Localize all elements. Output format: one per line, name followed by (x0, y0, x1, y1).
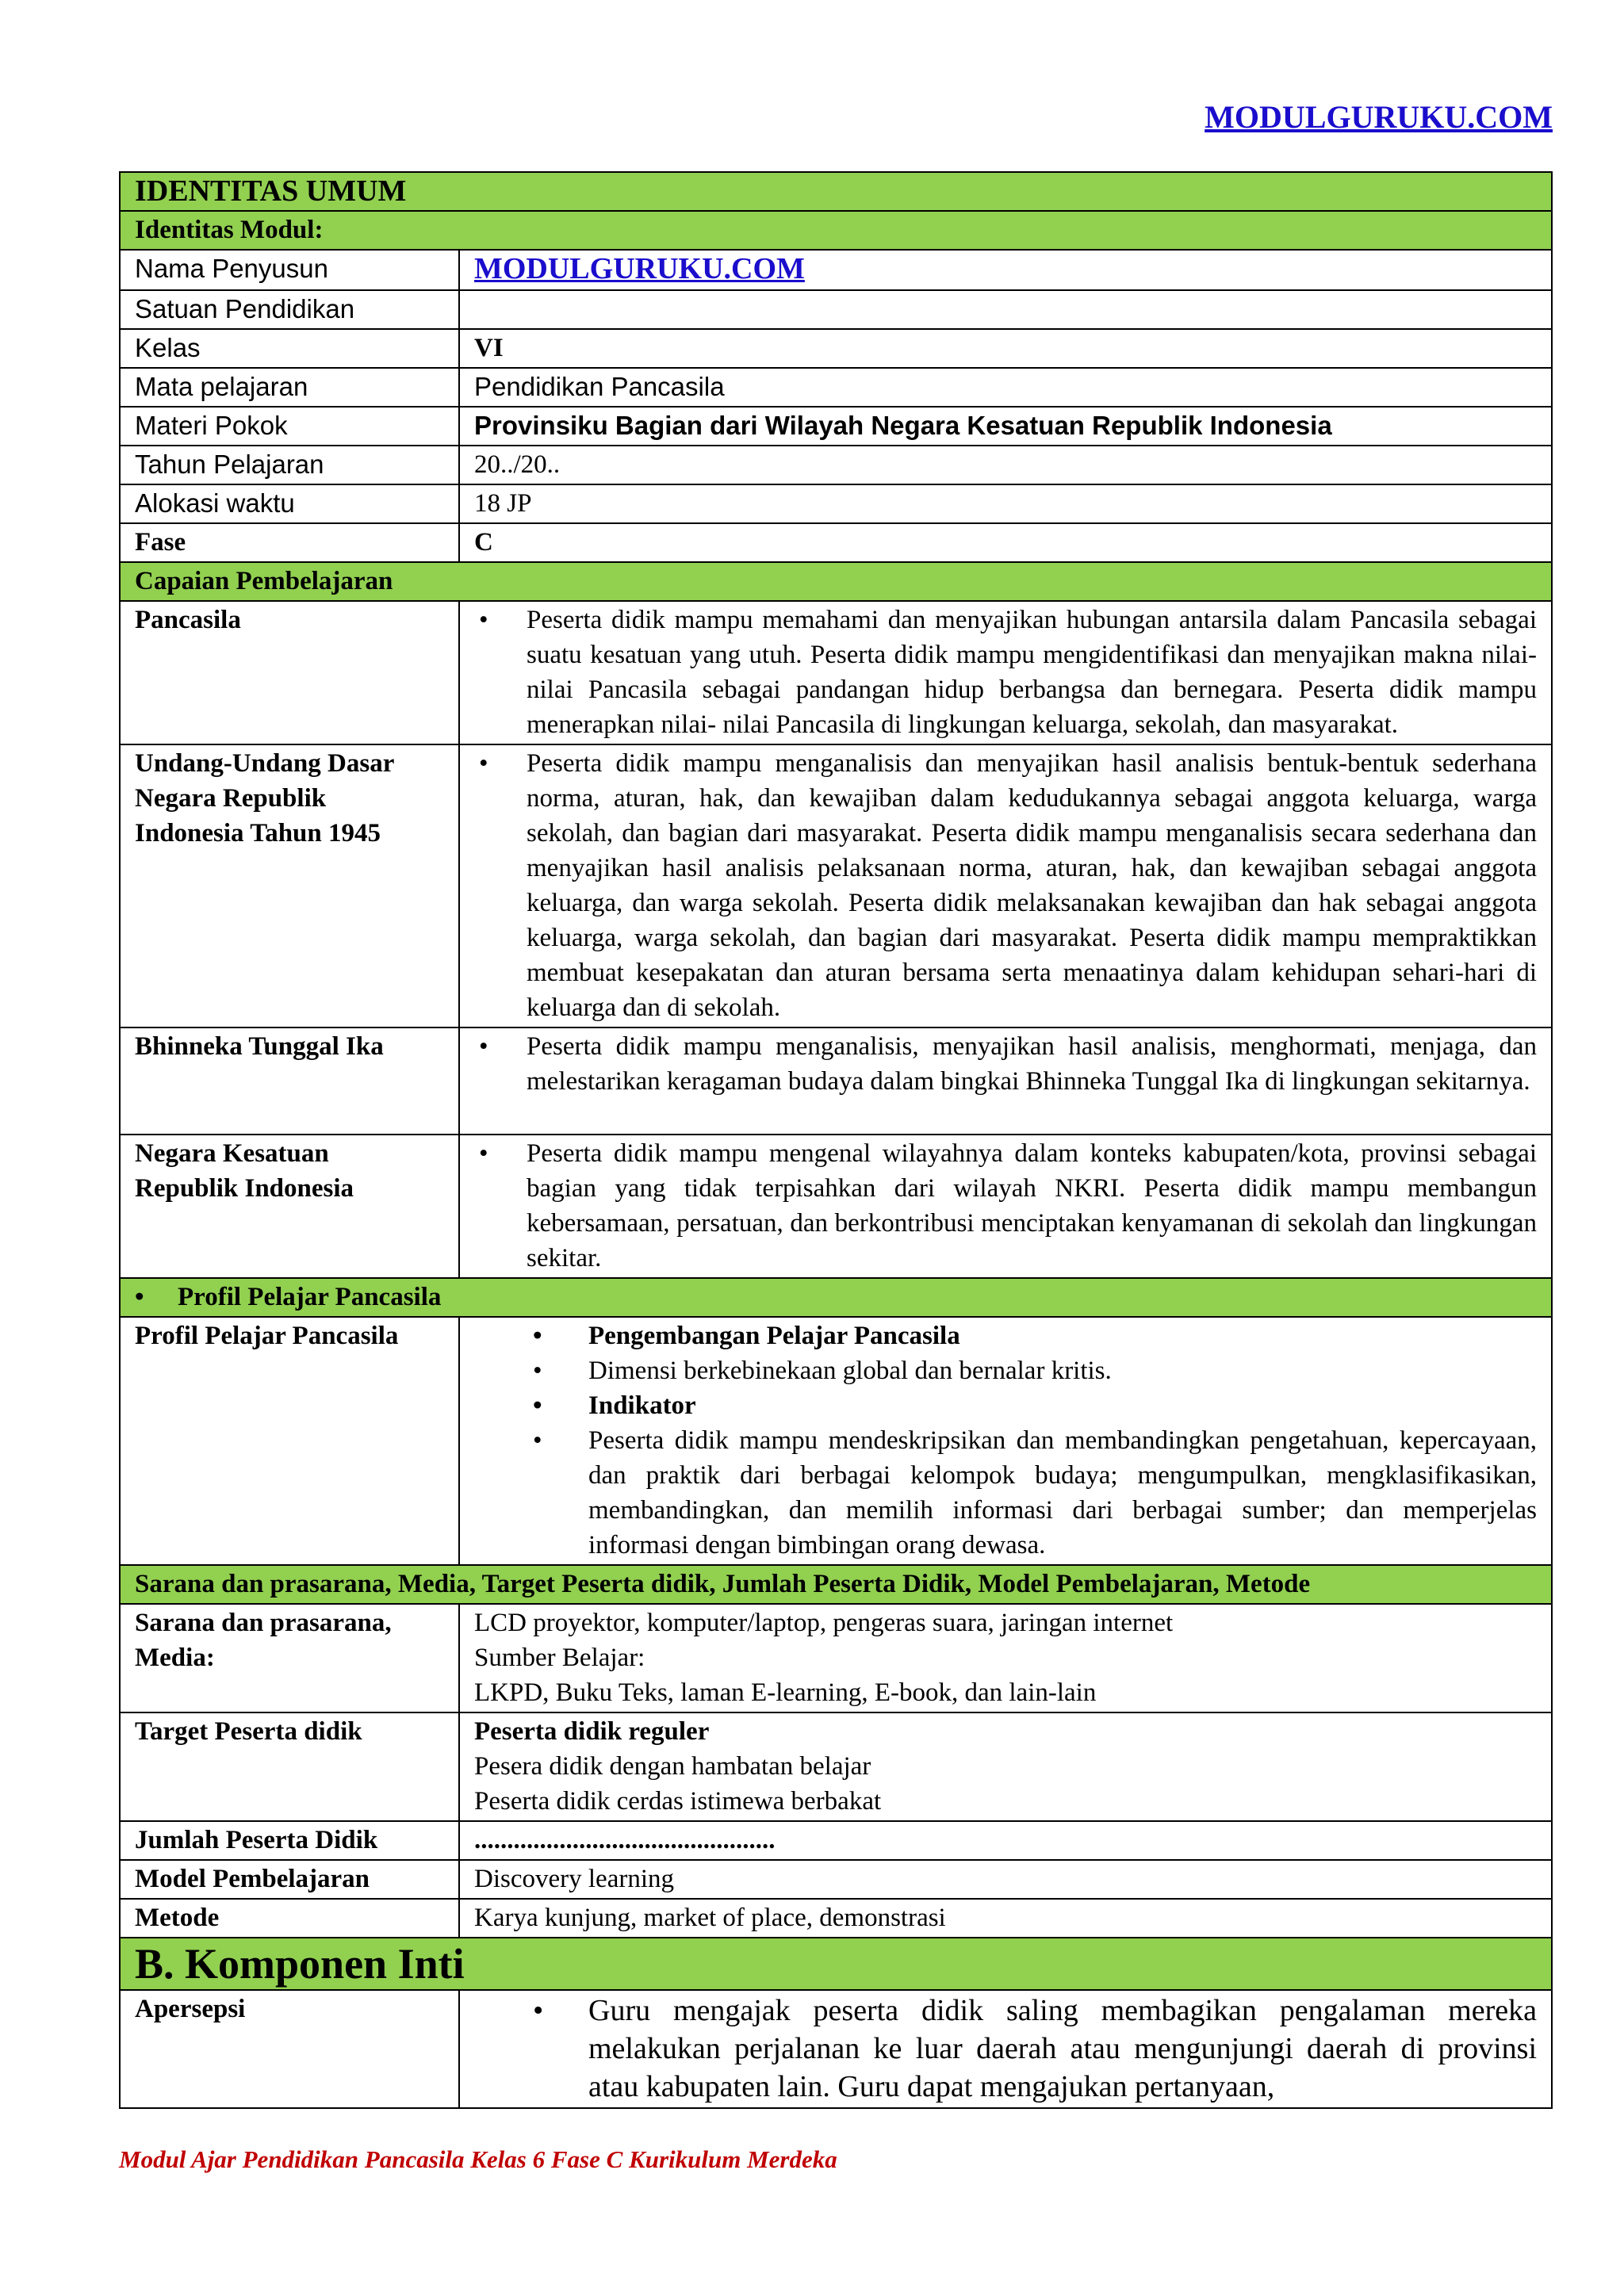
target-line-1: Peserta didik reguler (474, 1717, 710, 1746)
text-capaian-uud: • Peserta didik mampu menganalisis dan menyajikan hasil analisis bentuk-bentuk sederhana norma, aturan, hak, dan kewajiban dalam kedudukannya sebagai anggota keluarga, warga sekolah, dan bagian dari masyarakat. Peserta didik mampu menganalisis secara sederhana dan menyajikan hasil analisis pelaksanaan norma, aturan, hak, dan kewajiban sebagai anggota keluarga, dan warga sekolah. Peserta didik melaksanakan kewajiban dan hak sebagai anggota keluarga, warga sekolah, dan bagian dari masyarakat. Peserta didik mampu mempraktikkan membuat kesepakatan dan aturan bersama serta menaatinya dalam kehidupan sehari-hari di keluarga dan di sekolah. (474, 746, 1537, 1025)
value-model: Discovery learning (459, 1860, 1552, 1899)
row-fase (120, 523, 1552, 562)
row-capaian-bhinneka (120, 1027, 1552, 1135)
bullet-icon: • (135, 1283, 144, 1311)
row-materi-pokok (120, 407, 1552, 446)
module-table (119, 171, 1553, 2109)
profil-item-indikator: • Indikator (525, 1388, 1537, 1423)
media-line-1: LCD proyektor, komputer/laptop, pengeras suara, jaringan internet (474, 1609, 1174, 1637)
text-apersepsi: • Guru mengajak peserta didik saling membagikan pengalaman mereka melakukan perjalanan ke luar daerah atau mengunjungi daerah di provinsi atau kabupaten lain. Guru dapat mengajukan pertanyaan, (525, 1992, 1537, 2106)
profil-item-deskripsi: • Peserta didik mampu mendeskripsikan dan membandingkan pengetahuan, kepercayaan, dan praktik dari berbagai kelompok budaya; mengumpulkan, mengklasifikasikan, membandingkan, dan memilih informasi dari berbagai sumber; dan memperjelas informasi dengan bimbingan orang dewasa. (525, 1423, 1537, 1563)
row-profil (120, 1317, 1552, 1565)
row-capaian-nkri (120, 1135, 1552, 1278)
media-line-3: LKPD, Buku Teks, laman E-learning, E-book, dan lain-lain (474, 1678, 1097, 1707)
footer-text: Modul Ajar Pendidikan Pancasila Kelas 6 Fase C Kurikulum Merdeka (119, 2145, 837, 2173)
label-apersepsi: Apersepsi (120, 1990, 459, 2108)
label-sarana-media: Sarana dan prasarana, Media: (120, 1604, 459, 1712)
label-satuan-pendidikan: Satuan Pendidikan (120, 290, 459, 329)
label-target: Target Peserta didik (120, 1712, 459, 1821)
value-metode: Karya kunjung, market of place, demonstrasi (459, 1899, 1552, 1938)
row-alokasi-waktu (120, 484, 1552, 523)
text-capaian-pancasila: • Peserta didik mampu memahami dan menyajikan hubungan antarsila dalam Pancasila sebagai suatu kesatuan yang utuh. Peserta didik mampu mengidentifikasi dan menyajikan makna nilai-nilai Pancasila sebagai pandangan hidup berbangsa dan bernegara. Peserta didik mampu menerapkan nilai- nilai Pancasila di lingkungan keluarga, sekolah, dan masyarakat. (474, 603, 1537, 742)
row-metode (120, 1899, 1552, 1938)
value-jumlah: .............................................. (459, 1821, 1552, 1860)
media-line-2: Sumber Belajar: (474, 1644, 645, 1672)
value-alokasi-waktu: 18 JP (459, 484, 1552, 523)
label-metode: Metode (120, 1899, 459, 1938)
value-materi-pokok: Provinsiku Bagian dari Wilayah Negara Kesatuan Republik Indonesia (459, 407, 1552, 446)
label-materi-pokok: Materi Pokok (120, 407, 459, 446)
value-satuan-pendidikan (459, 290, 1552, 329)
section-identitas-header (120, 172, 1552, 211)
value-tahun-pelajaran: 20../20.. (459, 446, 1552, 484)
row-target (120, 1712, 1552, 1821)
identitas-subheader (120, 211, 1552, 250)
header-site-link[interactable]: MODULGURUKU.COM (1205, 99, 1553, 135)
komponen-title: B. Komponen Inti (120, 1938, 1552, 1990)
target-line-3: Peserta didik cerdas istimewa berbakat (474, 1787, 882, 1816)
profil-item-dimensi: • Dimensi berkebinekaan global dan bernalar kritis. (525, 1353, 1537, 1388)
label-nama-penyusun: Nama Penyusun (120, 250, 459, 290)
row-capaian-pancasila (120, 601, 1552, 744)
label-jumlah: Jumlah Peserta Didik (120, 1821, 459, 1860)
row-nama-penyusun (120, 250, 1552, 290)
label-mata-pelajaran: Mata pelajaran (120, 368, 459, 407)
row-sarana-media (120, 1604, 1552, 1712)
label-alokasi-waktu: Alokasi waktu (120, 484, 459, 523)
profil-title: Profil Pelajar Pancasila (178, 1283, 442, 1311)
row-tahun-pelajaran (120, 446, 1552, 484)
label-capaian-bhinneka: Bhinneka Tunggal Ika (120, 1027, 459, 1135)
row-kelas (120, 329, 1552, 368)
value-nama-penyusun[interactable]: MODULGURUKU.COM (474, 252, 805, 285)
label-fase: Fase (120, 523, 459, 562)
text-capaian-nkri: • Peserta didik mampu mengenal wilayahnya dalam konteks kabupaten/kota, provinsi sebagai bagian yang tidak terpisahkan dari wilayah NKRI. Peserta didik mampu membangun kebersamaan, persatuan, dan berkontribusi menciptakan kenyamanan di sekolah dan lingkungan sekitar. (474, 1136, 1537, 1276)
identitas-subtitle: Identitas Modul: (120, 211, 1552, 250)
sarana-title: Sarana dan prasarana, Media, Target Peserta didik, Jumlah Peserta Didik, Model Pembelajaran, Metode (120, 1565, 1552, 1604)
profil-item-pengembangan: • Pengembangan Pelajar Pancasila (525, 1318, 1537, 1353)
row-capaian-uud (120, 744, 1552, 1027)
value-fase: C (459, 523, 1552, 562)
target-line-2: Pesera didik dengan hambatan belajar (474, 1752, 871, 1781)
label-tahun-pelajaran: Tahun Pelajaran (120, 446, 459, 484)
label-profil: Profil Pelajar Pancasila (120, 1317, 459, 1565)
label-capaian-nkri: Negara Kesatuan Republik Indonesia (120, 1135, 459, 1278)
row-satuan-pendidikan (120, 290, 1552, 329)
capaian-title: Capaian Pembelajaran (120, 562, 1552, 601)
label-model: Model Pembelajaran (120, 1860, 459, 1899)
label-kelas: Kelas (120, 329, 459, 368)
label-capaian-pancasila: Pancasila (120, 601, 459, 744)
section-sarana-header (120, 1565, 1552, 1604)
section-capaian-header (120, 562, 1552, 601)
row-mata-pelajaran (120, 368, 1552, 407)
value-kelas: VI (459, 329, 1552, 368)
label-capaian-uud: Undang-Undang Dasar Negara Republik Indonesia Tahun 1945 (120, 744, 459, 1027)
row-model (120, 1860, 1552, 1899)
row-jumlah (120, 1821, 1552, 1860)
value-mata-pelajaran: Pendidikan Pancasila (459, 368, 1552, 407)
profil-list (525, 1318, 1537, 1563)
text-capaian-bhinneka: • Peserta didik mampu menganalisis, menyajikan hasil analisis, menghormati, menjaga, dan melestarikan keragaman budaya dalam bingkai Bhinneka Tunggal Ika di lingkungan sekitarnya. (474, 1029, 1537, 1099)
section-komponen-header (120, 1938, 1552, 1990)
row-apersepsi (120, 1990, 1552, 2108)
section-profil-header (120, 1278, 1552, 1317)
identitas-title: IDENTITAS UMUM (120, 172, 1552, 211)
